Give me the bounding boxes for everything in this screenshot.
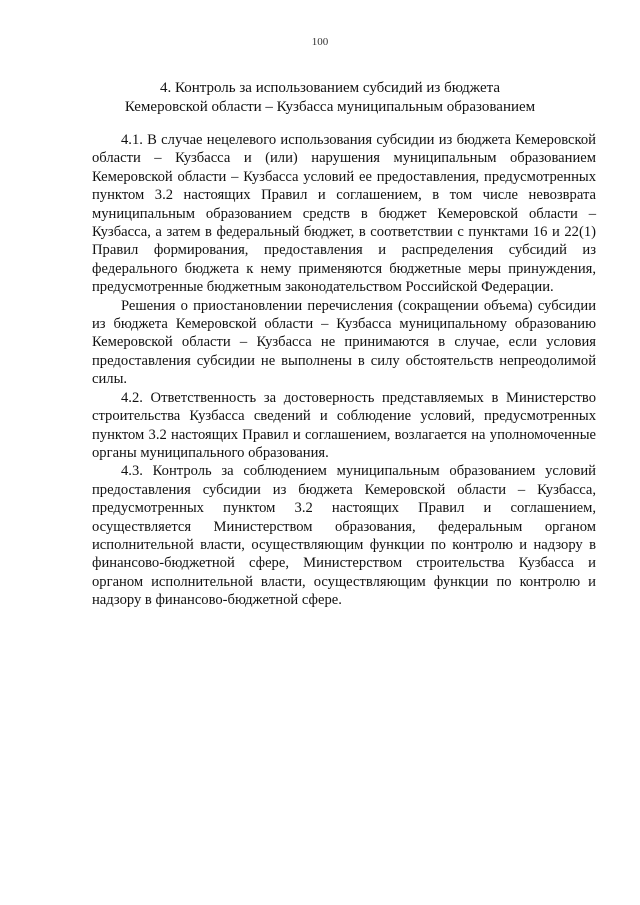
page-number: 100 [311, 36, 329, 48]
section-body [92, 131, 596, 610]
section-title [60, 79, 600, 117]
paragraph-4-1: 4.1. В случае нецелевого использования субсидии из бюджета Кемеровской области – Кузбасса и (или) нарушения муниципальным образованием Кемеровской области – Кузбасса условий ее предоставления, предусмотренных пунктом 3.2 настоящих Правил и соглашением, в том числе невозврата муниципальным образованием средств в бюджет Кемеровской области – Кузбасса, а затем в федеральный бюджет, в соответствии с пунктами 16 и 22(1) Правил формирования, предоставления и распределения субсидий из федерального бюджета к нему применяются бюджетные меры принуждения, предусмотренные бюджетным законодательством Российской Федерации. [92, 132, 596, 296]
paragraph-4-2: 4.2. Ответственность за достоверность представляемых в Министерство строительства Кузбасса сведений и соблюдение условий, предусмотренных пунктом 3.2 настоящих Правил и соглашением, возлагается на уполномоченные органы муниципального образования. [92, 389, 596, 461]
paragraph-4-3: 4.3. Контроль за соблюдением муниципальным образованием условий предоставления субсидии из бюджета Кемеровской области – Кузбасса, предусмотренных пунктом 3.2 настоящих Правил и соглашением, осуществляется Министерством образования, федеральным органом исполнительной власти, осуществляющим функции по контролю и надзору в финансово-бюджетной сфере, Министерством строительства Кузбасса и органом исполнительной власти, осуществляющим функции по контролю и надзору в финансово-бюджетной сфере. [92, 463, 596, 609]
section-title-line-2: Кемеровской области – Кузбасса муниципальным образованием [124, 99, 536, 115]
paragraph-suspension-decisions: Решения о приостановлении перечисления (сокращении объема) субсидии из бюджета Кемеровской области – Кузбасса муниципальному образованию Кемеровской области – Кузбасса не принимаются в случае, если условия предоставления субсидии не выполнены в силу обстоятельств непреодолимой силы. [92, 297, 596, 388]
section-title-line-1: 4. Контроль за использованием субсидий из бюджета [159, 80, 501, 96]
